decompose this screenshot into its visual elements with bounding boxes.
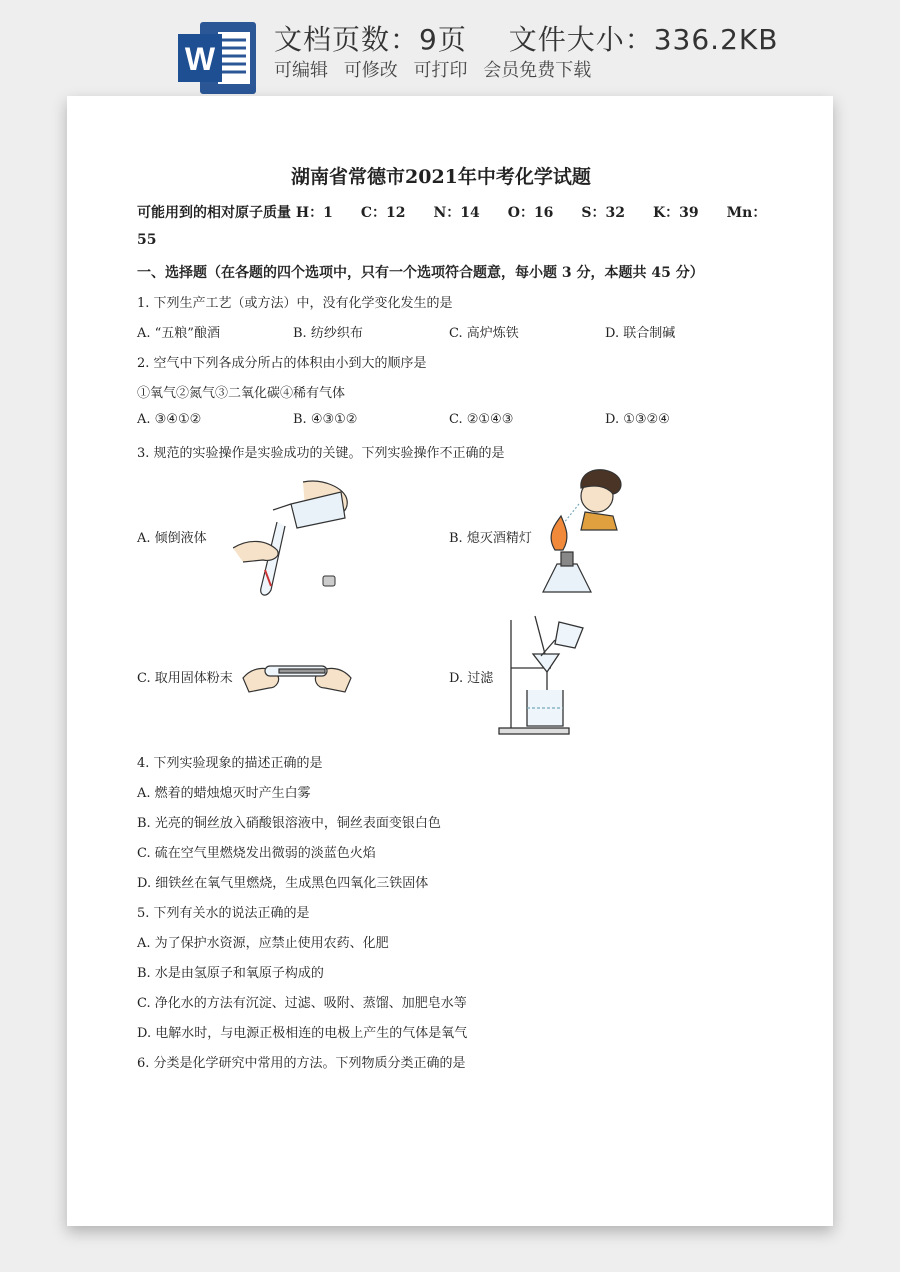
question-5-stem: 5. 下列有关水的说法正确的是: [137, 906, 310, 921]
q1-option-d: D. 联合制碱: [605, 326, 676, 341]
question-6-stem: 6. 分类是化学研究中常用的方法。下列物质分类正确的是: [137, 1056, 466, 1071]
filtration-illustration: [497, 614, 593, 736]
q5-option-a: A. 为了保护水资源，应禁止使用农药、化肥: [137, 936, 389, 951]
q4-option-c: C. 硫在空气里燃烧发出微弱的淡蓝色火焰: [137, 846, 376, 861]
question-2-items: ①氧气②氮气③二氧化碳④稀有气体: [137, 386, 346, 401]
document-page: [67, 96, 833, 1226]
section-heading: 一、选择题（在各题的四个选项中，只有一个选项符合题意，每小题 3 分，本题共 45 分）: [137, 265, 704, 281]
q3-option-d: D. 过滤: [449, 671, 494, 686]
solid-powder-illustration: [239, 648, 355, 704]
feature-printable: 可打印: [413, 60, 468, 81]
pouring-liquid-illustration: [233, 478, 353, 600]
question-1-stem: 1. 下列生产工艺（或方法）中，没有化学变化发生的是: [137, 296, 453, 311]
q1-option-a: A. “五粮”酿酒: [137, 326, 220, 341]
alcohol-lamp-illustration: [541, 464, 641, 604]
file-size: 文件大小：336.2KB: [508, 23, 779, 56]
q1-option-b: B. 纺纱织布: [293, 326, 363, 341]
q4-option-b: B. 光亮的铜丝放入硝酸银溶液中，铜丝表面变银白色: [137, 816, 441, 831]
page-count: 文档页数：9页: [274, 23, 467, 56]
q2-option-a: A. ③④①②: [137, 412, 202, 427]
question-3-stem: 3. 规范的实验操作是实验成功的关键。下列实验操作不正确的是: [137, 446, 505, 461]
q3-option-b: B. 熄灭酒精灯: [449, 531, 532, 546]
q4-option-a: A. 燃着的蜡烛熄灭时产生白雾: [137, 786, 311, 801]
question-2-stem: 2. 空气中下列各成分所占的体积由小到大的顺序是: [137, 356, 427, 371]
q3-option-a: A. 倾倒液体: [137, 531, 207, 546]
q4-option-d: D. 细铁丝在氧气里燃烧，生成黑色四氧化三铁固体: [137, 876, 429, 891]
exam-title: 湖南省常德市2021年中考化学试题: [291, 166, 591, 188]
word-doc-icon: [178, 20, 258, 96]
q5-option-c: C. 净化水的方法有沉淀、过滤、吸附、蒸馏、加肥皂水等: [137, 996, 467, 1011]
feature-list: [274, 56, 591, 82]
q2-option-c: C. ②①④③: [449, 412, 514, 427]
q3-option-c: C. 取用固体粉末: [137, 671, 233, 686]
feature-editable: 可编辑: [274, 60, 328, 81]
feature-member-download: 会员免费下载: [483, 60, 592, 81]
document-info-header: [0, 0, 900, 96]
file-stats: [274, 18, 778, 58]
q5-option-b: B. 水是由氢原子和氧原子构成的: [137, 966, 324, 981]
atomic-mass-continuation: 55: [137, 232, 157, 248]
feature-modifiable: 可修改: [343, 60, 398, 81]
atomic-mass-line: 可能用到的相对原子质量 H：1 C：12 N：14 O：16 S：32 K：39 Mn：: [137, 205, 767, 221]
q1-option-c: C. 高炉炼铁: [449, 326, 519, 341]
q2-option-b: B. ④③①②: [293, 412, 358, 427]
q5-option-d: D. 电解水时，与电源正极相连的电极上产生的气体是氧气: [137, 1026, 468, 1041]
q2-option-d: D. ①③②④: [605, 412, 670, 427]
question-4-stem: 4. 下列实验现象的描述正确的是: [137, 756, 323, 771]
svg-text:W: W: [184, 41, 216, 77]
